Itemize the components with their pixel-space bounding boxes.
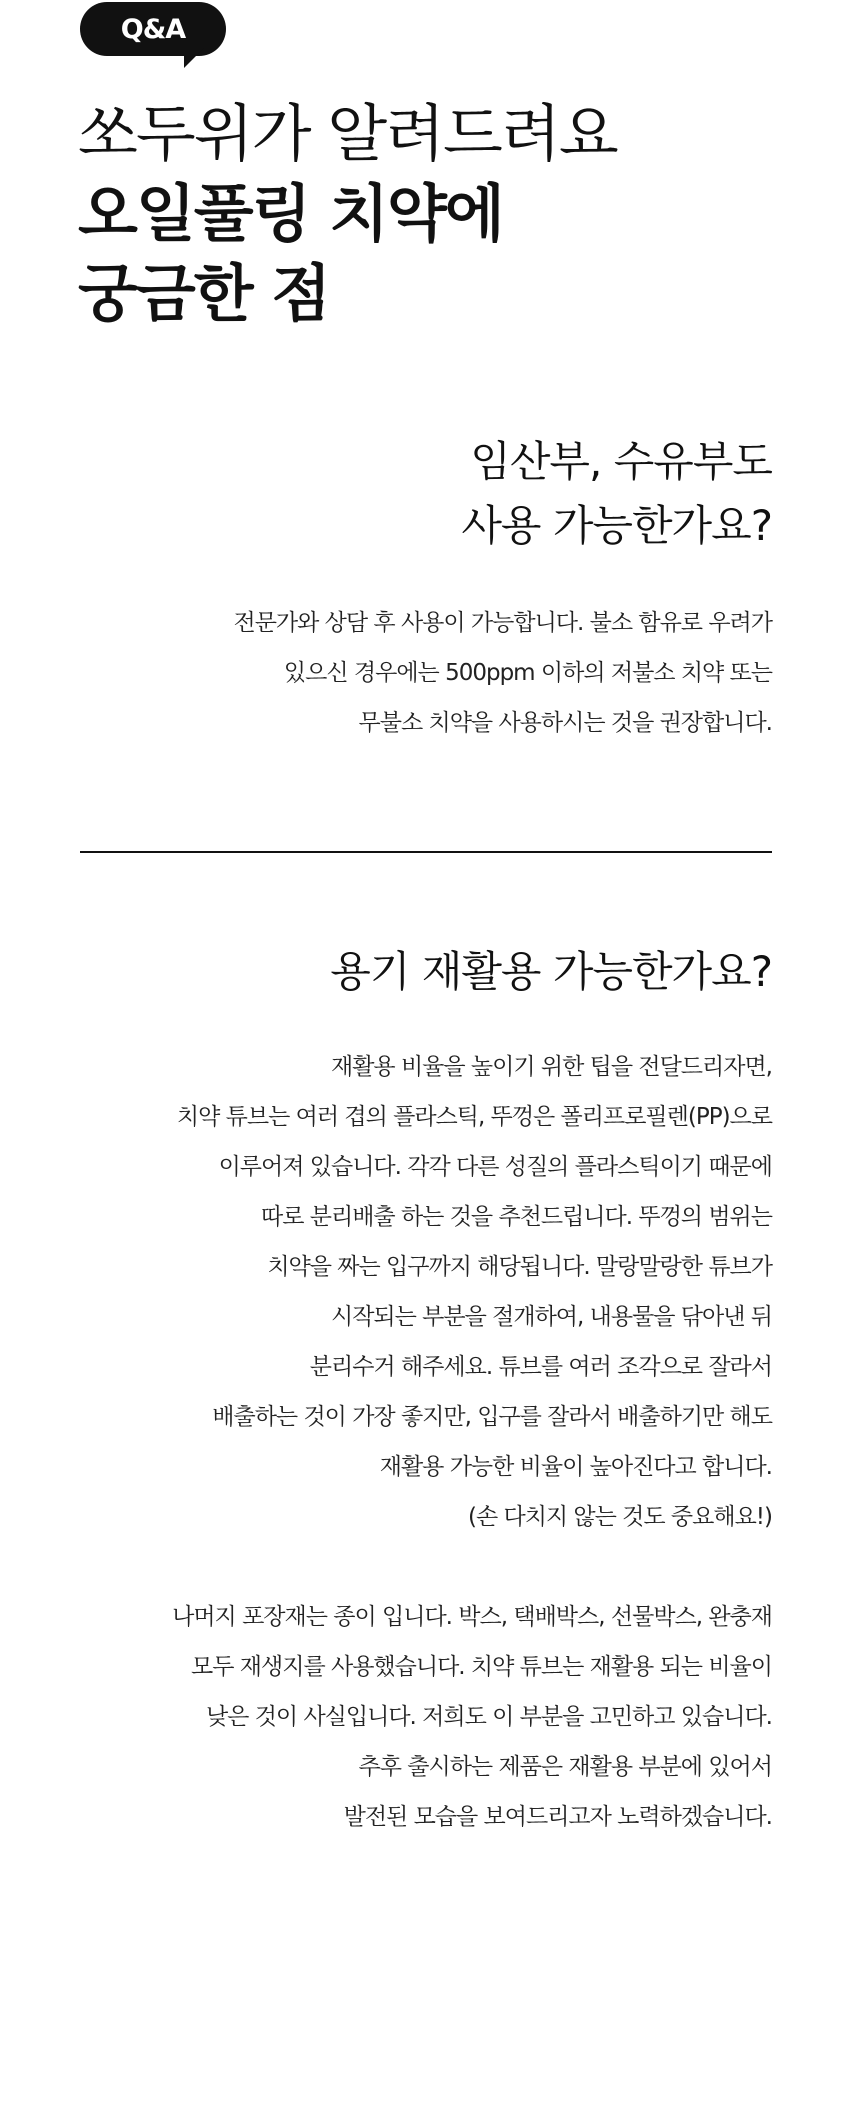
qa-answer-line: 재활용 가능한 비율이 높아진다고 합니다. — [379, 1454, 772, 1480]
qa-answer-line: 시작되는 부분을 절개하여, 내용물을 닦아낸 뒤 — [330, 1304, 772, 1330]
qa-answer-line: 낮은 것이 사실입니다. 저희도 이 부분을 고민하고 있습니다. — [205, 1704, 772, 1730]
qa-answer-line: 무불소 치약을 사용하시는 것을 권장합니다. — [358, 710, 772, 736]
qa-answer-line: 치약을 짜는 입구까지 해당됩니다. 말랑말랑한 튜브가 — [267, 1254, 772, 1280]
qa-item-recycling — [52, 940, 772, 1842]
hero-title-line-1: 쏘두위가 알려드려요 — [78, 97, 617, 170]
qa-answer-line: 배출하는 것이 가장 좋지만, 입구를 잘라서 배출하기만 해도 — [212, 1404, 772, 1430]
qa-answer-line: 따로 분리배출 하는 것을 추천드립니다. 뚜껑의 범위는 — [261, 1204, 772, 1230]
qa-answer — [52, 598, 772, 748]
qa-answer-line: 모두 재생지를 사용했습니다. 치약 튜브는 재활용 되는 비율이 — [191, 1654, 772, 1680]
hero-title-line-3: 궁금한 점 — [78, 257, 330, 330]
qa-badge — [80, 2, 226, 56]
qa-answer-line: 분리수거 해주세요. 튜브를 여러 조각으로 잘라서 — [309, 1354, 772, 1380]
qa-answer-line: 치약 튜브는 여러 겹의 플라스틱, 뚜껑은 폴리프로필렌(PP)으로 — [176, 1104, 772, 1130]
qa-answer-line: 추후 출시하는 제품은 재활용 부분에 있어서 — [358, 1754, 772, 1780]
speech-bubble-tail — [184, 48, 204, 68]
qa-answer-line: 이루어져 있습니다. 각각 다른 성질의 플라스틱이기 때문에 — [218, 1154, 772, 1180]
qa-answer-line: 재활용 비율을 높이기 위한 팁을 전달드리자면, — [330, 1054, 772, 1080]
qa-answer-line: 전문가와 상담 후 사용이 가능합니다. 불소 함유로 우려가 — [233, 610, 772, 636]
qa-question-line: 용기 재활용 가능한가요? — [330, 947, 772, 996]
qa-badge-label: Q&A — [120, 13, 186, 45]
section-divider — [80, 851, 772, 853]
hero-title-line-2: 오일풀링 치약에 — [78, 177, 503, 250]
qa-question-line: 임산부, 수유부도 — [470, 437, 772, 486]
qa-answer-packaging — [52, 1592, 772, 1842]
qa-answer-line: 나머지 포장재는 종이 입니다. 박스, 택배박스, 선물박스, 완충재 — [172, 1604, 772, 1630]
qa-question — [52, 940, 772, 1004]
qa-answer-line: 발전된 모습을 보여드리고자 노력하겠습니다. — [343, 1804, 772, 1830]
qa-question-line: 사용 가능한가요? — [461, 501, 772, 550]
qa-answer-line: 있으신 경우에는 500ppm 이하의 저불소 치약 또는 — [283, 660, 772, 686]
qa-answer — [52, 1042, 772, 1542]
qa-item-pregnancy — [52, 430, 772, 748]
qa-answer-line: (손 다치지 않는 것도 중요해요!) — [467, 1504, 772, 1530]
hero-title — [78, 94, 778, 334]
qa-question — [52, 430, 772, 558]
